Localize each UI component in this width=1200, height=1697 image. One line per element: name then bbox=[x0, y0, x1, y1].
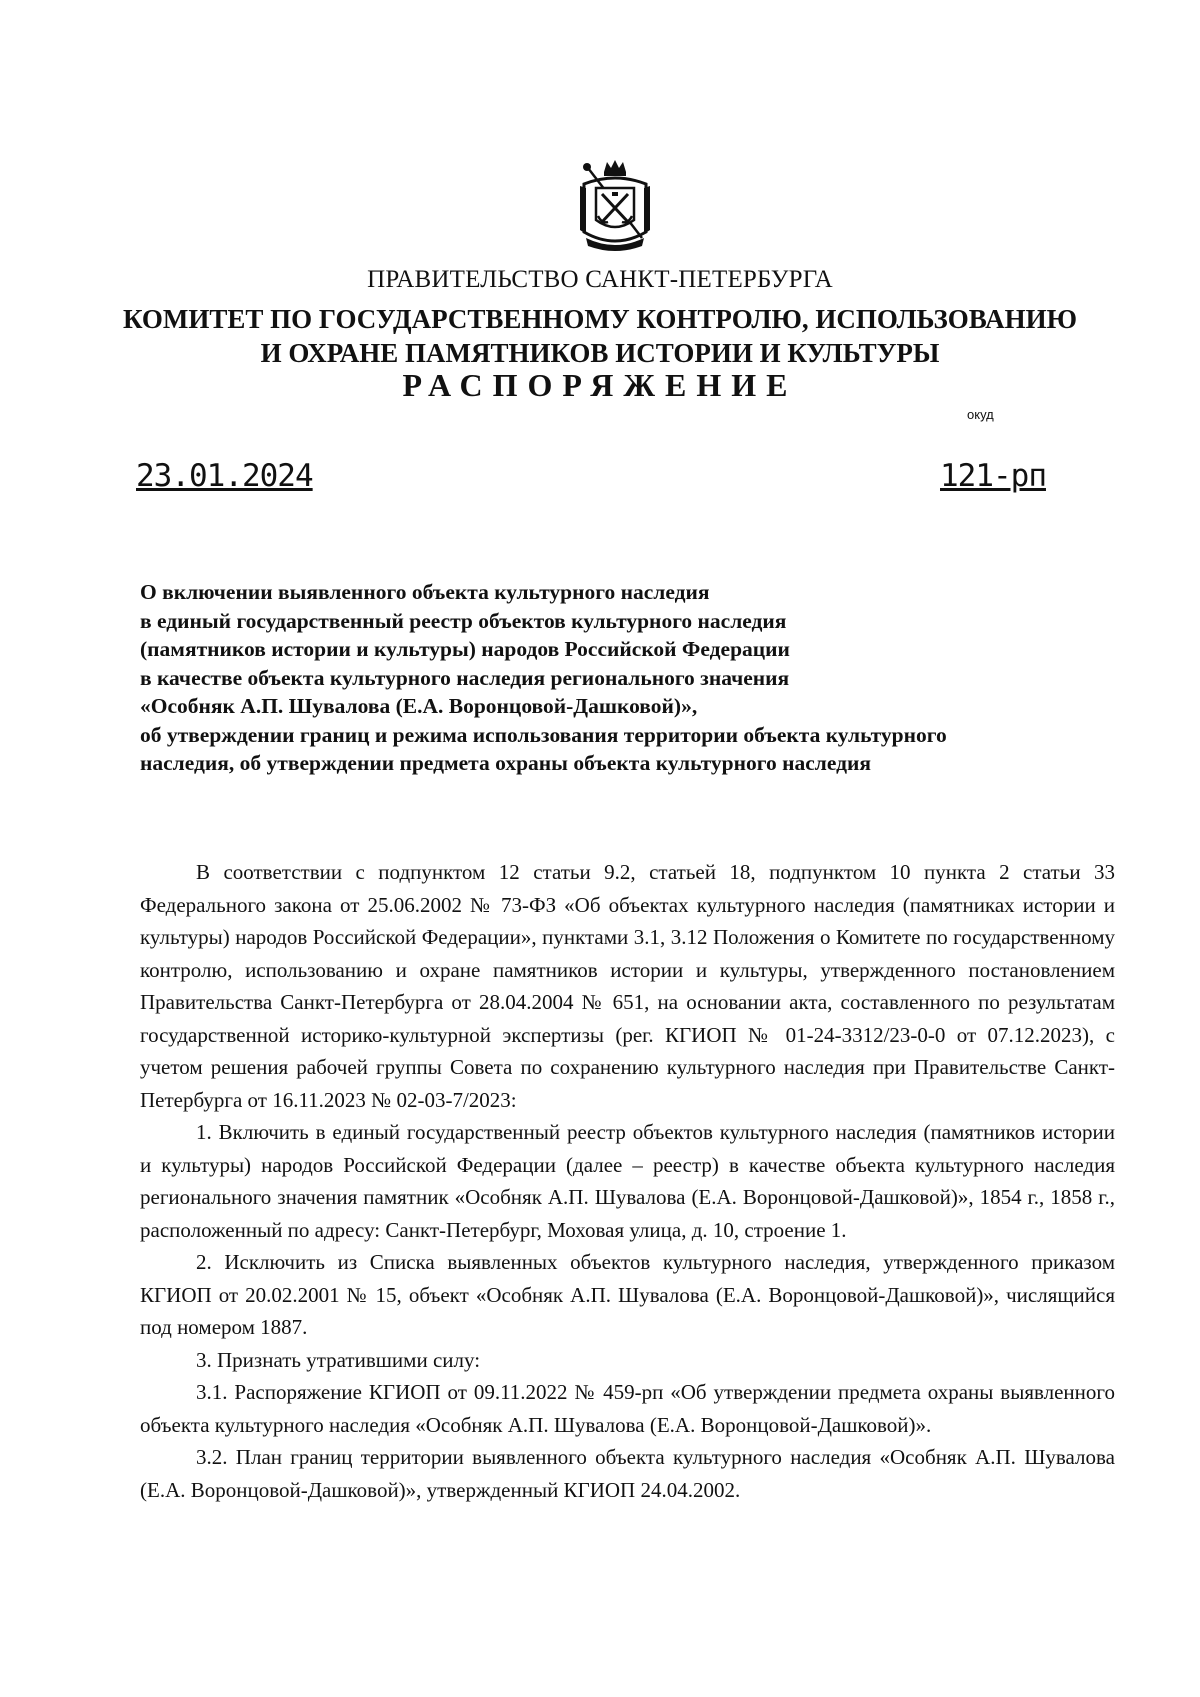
government-name: ПРАВИТЕЛЬСТВО САНКТ-ПЕТЕРБУРГА bbox=[367, 266, 833, 293]
committee-name-line1: КОМИТЕТ ПО ГОСУДАРСТВЕННОМУ КОНТРОЛЮ, ИСПОЛЬЗОВАНИЮ bbox=[123, 304, 1077, 334]
item-1-paragraph: 1. Включить в единый государственный реестр объектов культурного наследия (памятников истории и культуры) народов Российской Федерации (далее – реестр) в качестве объекта культурного наследия регионального значения памятник «Особняк А.П. Шувалова (Е.А. Воронцовой-Дашковой)», 1854 г., 1858 г., расположенный по адресу: Санкт-Петербург, Моховая улица, д. 10, строение 1. bbox=[140, 1120, 1115, 1242]
saint-petersburg-coat-of-arms-icon bbox=[576, 158, 654, 254]
subject-line: в качестве объекта культурного наследия регионального значения bbox=[140, 665, 790, 690]
document-body bbox=[140, 856, 1115, 1506]
subject-line: (памятников истории и культуры) народов Российской Федерации bbox=[140, 637, 790, 661]
subject-line: наследия, об утверждении предмета охраны объекта культурного наследия bbox=[140, 751, 871, 775]
okud-label: окуд bbox=[967, 407, 994, 422]
item-3-1-paragraph: 3.1. Распоряжение КГИОП от 09.11.2022 № 459-рп «Об утверждении предмета охраны выявленного объекта культурного наследия «Особняк А.П. Шувалова (Е.А. Воронцовой-Дашковой)». bbox=[140, 1380, 1115, 1437]
item-3-2-paragraph: 3.2. План границ территории выявленного объекта культурного наследия «Особняк А.П. Шувалова (Е.А. Воронцовой-Дашковой)», утвержденный КГИОП 24.04.2002. bbox=[140, 1445, 1115, 1502]
document-date: 23.01.2024 bbox=[136, 458, 313, 494]
document-number: 121-рп bbox=[940, 458, 1046, 494]
subject-line: О включении выявленного объекта культурного наследия bbox=[140, 580, 710, 604]
committee-name bbox=[100, 302, 1100, 370]
subject-line: «Особняк А.П. Шувалова (Е.А. Воронцовой-Дашковой)», bbox=[140, 694, 698, 718]
preamble-paragraph: В соответствии с подпунктом 12 статьи 9.2, статьей 18, подпунктом 10 пункта 2 статьи 33 Федерального закона от 25.06.2002 № 73-ФЗ «Об объектах культурного наследия (памятниках истории и культуры) народов Российской Федерации», пунктами 3.1, 3.12 Положения о Комитете по государственному контролю, использованию и охране памятников истории и культуры, утвержденного постановлением Правительства Санкт-Петербурга от 28.04.2004 № 651, на основании акта, составленного по результатам государственной историко-культурной экспертизы (рег. КГИОП № 01-24-3312/23-0-0 от 07.12.2023), с учетом решения рабочей группы Совета по сохранению культурного наследия при Правительстве Санкт-Петербурга от 16.11.2023 № 02-03-7/2023: bbox=[140, 860, 1115, 1112]
document-subject bbox=[140, 578, 1100, 778]
document-type: РАСПОРЯЖЕНИЕ bbox=[402, 367, 798, 403]
item-3-paragraph: 3. Признать утратившими силу: bbox=[196, 1347, 481, 1372]
subject-line: об утверждении границ и режима использования территории объекта культурного bbox=[140, 722, 947, 747]
subject-line: в единый государственный реестр объектов культурного наследия bbox=[140, 608, 787, 633]
committee-name-line2: И ОХРАНЕ ПАМЯТНИКОВ ИСТОРИИ И КУЛЬТУРЫ bbox=[260, 338, 940, 368]
item-2-paragraph: 2. Исключить из Списка выявленных объектов культурного наследия, утвержденного приказом КГИОП от 20.02.2001 № 15, объект «Особняк А.П. Шувалова (Е.А. Воронцовой-Дашковой)», числящийся под номером 1887. bbox=[140, 1250, 1115, 1339]
